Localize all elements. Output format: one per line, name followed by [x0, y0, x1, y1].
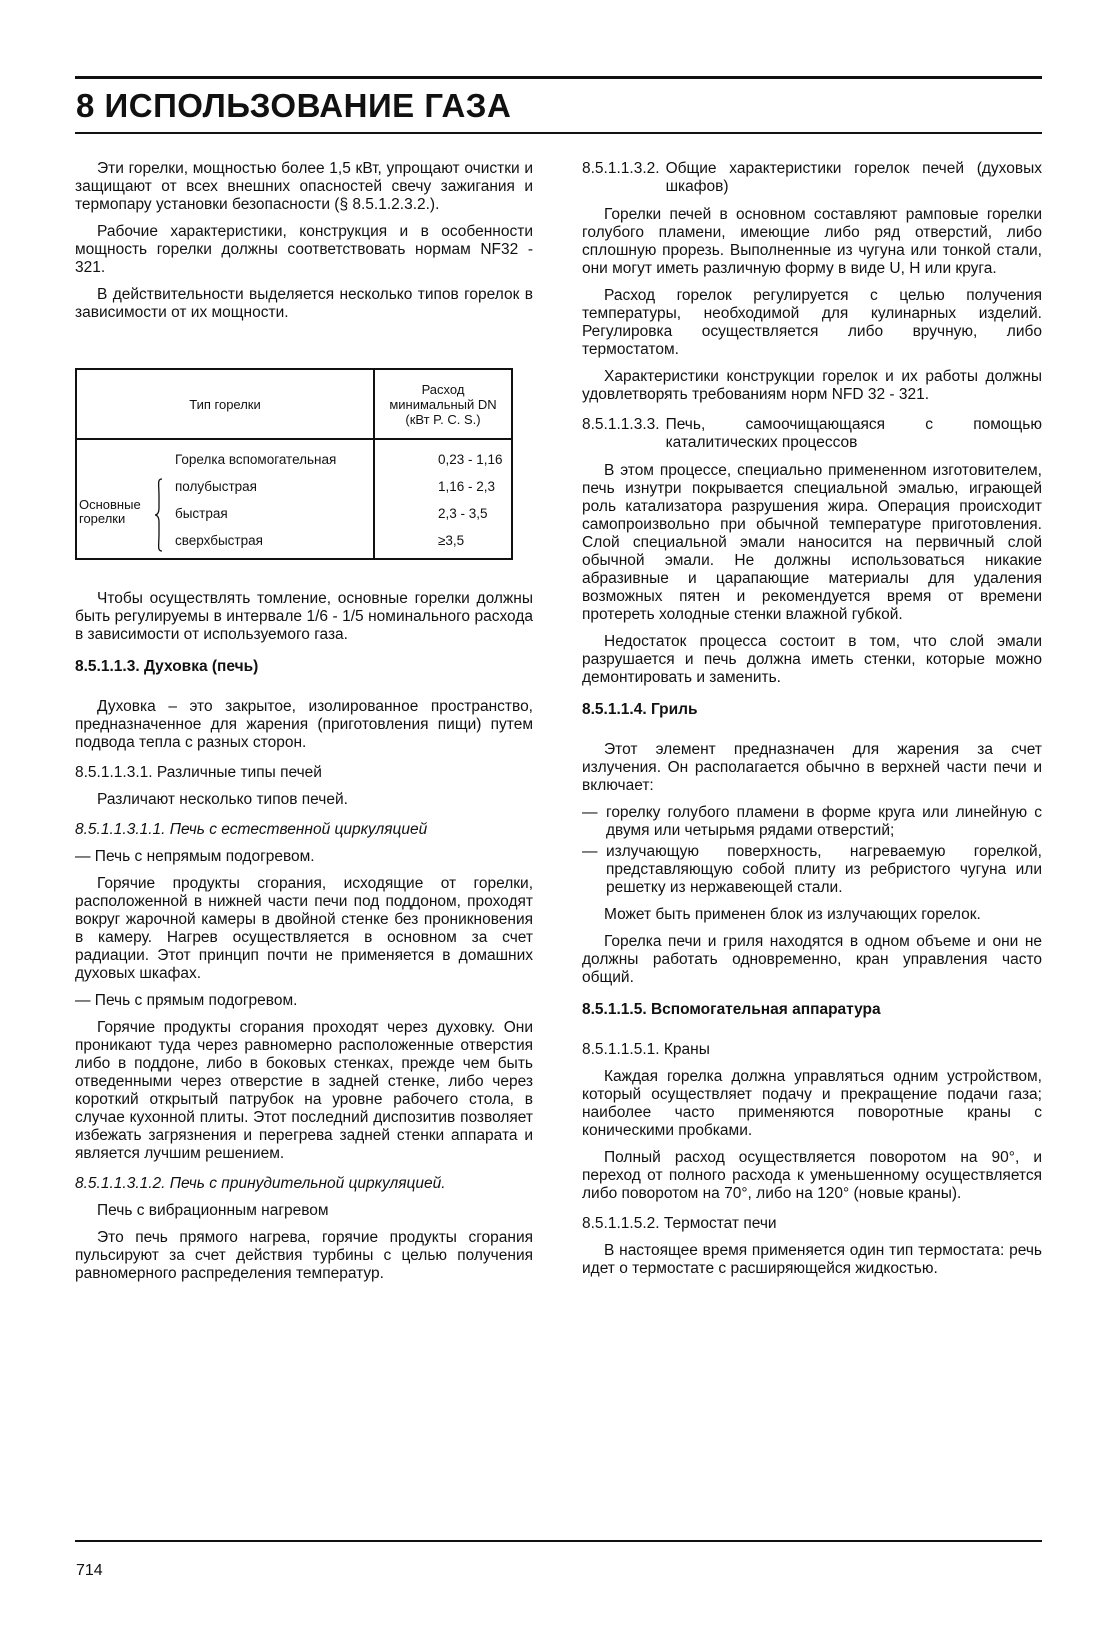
table-cell-type: полубыстрая: [175, 479, 257, 494]
table-type-cell: [77, 440, 373, 558]
paragraph: Это печь прямого нагрева, горячие продукты сгорания пульсируют за счет действия турбины с целью получения равномерного распределения температур.: [75, 1229, 533, 1282]
heading-text: Печь, самоочищающаяся с помощью каталитических процессов: [665, 416, 1042, 451]
top-rule: [75, 76, 1042, 79]
list-item-text: излучающую поверхность, нагреваемую горелкой, представляющую собой плиту из ребристого чугуна или решетку из нержавеющей стали.: [606, 843, 1042, 896]
paragraph: Характеристики конструкции горелок и их работы должны удовлетворять требованиям норм NFD 32 - 321.: [582, 368, 1042, 403]
burner-table: [75, 368, 513, 560]
paragraph: Полный расход осуществляется поворотом на 90°, и переход от полного расхода к уменьшенному осуществляется либо поворотом на 70°, либо на 120° (новые краны).: [582, 1149, 1042, 1202]
paragraph: Может быть применен блок из излучающих горелок.: [604, 906, 981, 923]
page-number: 714: [76, 1562, 103, 1579]
paragraph: В настоящее время применяется один тип термостата: речь идет о термостате с расширяющейся жидкостью.: [582, 1242, 1042, 1277]
list-item: [582, 843, 1042, 897]
table-cell-value: 0,23 - 1,16: [438, 452, 503, 467]
paragraph: Недостаток процесса состоит в том, что слой эмали разрушается и печь должна иметь стенки, которые можно демонтировать и заменить.: [582, 633, 1042, 686]
list-item: — Печь с непрямым подогревом.: [75, 848, 315, 865]
brace-icon: [155, 478, 163, 552]
paragraph: Горячие продукты сгорания, исходящие от горелки, расположенной в нижней части печи под поддоном, проходят вокруг жарочной камеры в двойной стенке без проникновения в камеру. Нагрев осуществляется в основном за счет радиации. Этот принцип почти не применяется в домашних духовых шкафах.: [75, 875, 533, 982]
paragraph: Эти горелки, мощностью более 1,5 кВт, упрощают очистки и защищают от всех внешних опасностей свечу зажигания и термопару установки безопасности (§ 8.5.1.2.3.2.).: [75, 160, 533, 213]
table-header-flow: [374, 369, 512, 439]
paragraph: Различают несколько типов печей.: [97, 791, 348, 808]
table-cell-value: 1,16 - 2,3: [438, 479, 496, 494]
paragraph: Печь с вибрационным нагревом: [97, 1202, 329, 1219]
heading-number: 8.5.1.1.3.3.: [582, 416, 660, 433]
right-column: [582, 160, 1042, 1287]
main-burners-line: Основные: [79, 497, 141, 512]
left-column: [75, 160, 533, 1292]
paragraph: Рабочие характеристики, конструкция и в особенности мощность горелки должны соответствовать нормам NF32 - 321.: [75, 223, 533, 276]
paragraph: В действительности выделяется несколько типов горелок в зависимости от их мощности.: [75, 286, 533, 321]
paragraph: В этом процессе, специально примененном изготовителем, печь изнутри покрывается специальной эмалью, играющей роль катализатора разрушения жира. Операция происходит самопроизвольно при обычной температуре приготовления. Слой специальной эмали наносится на первичный слой обычной эмали. Не должны использоваться никакие абразивные и царапающие материалы для удаления возможных пятен и рекомендуется время от времени протереть холодные стенки влажной губкой.: [582, 462, 1042, 623]
paragraph: Горячие продукты сгорания проходят через духовку. Они проникают туда через равномерно расположенные отверстия либо в поддоне, либо в боковых стенках, прежде чем быть отведенными через отверстие в задней стенке, либо через короткий открытый патрубок на уровне рабочего стола, в случае кухонной плиты. Этот последний диспозитив позволяет избежать загрязнения и перегрева задней стенки аппарата и является лучшим решением.: [75, 1019, 533, 1162]
subsection-heading: 8.5.1.1.5.1. Краны: [582, 1041, 710, 1058]
paragraph: Духовка – это закрытое, изолированное пространство, предназначенное для жарения (приготовления пищи) путем подвода тепла с разных сторон.: [75, 698, 533, 751]
subsection-heading: 8.5.1.1.3.1.1. Печь с естественной циркуляцией: [75, 821, 428, 838]
table-cell-value: 2,3 - 3,5: [438, 506, 488, 521]
table-header-type: Тип горелки: [76, 369, 374, 439]
section-heading: 8.5.1.1.4. Гриль: [582, 701, 698, 718]
table-body-row: [76, 439, 512, 559]
subsection-heading: 8.5.1.1.5.2. Термостат печи: [582, 1215, 777, 1232]
list-item: [582, 804, 1042, 840]
section-heading: 8.5.1.1.5. Вспомогательная аппаратура: [582, 1001, 881, 1018]
table-header-flow-line: (кВт P. C. S.): [405, 411, 481, 427]
table-cell-type: сверхбыстрая: [175, 533, 263, 548]
main-burners-line: горелки: [79, 511, 126, 526]
paragraph: Чтобы осуществлять томление, основные горелки должны быть регулируемы в интервале 1/6 - 1/5 номинального расхода в зависимости от используемого газа.: [75, 590, 533, 643]
dash-bullet: —: [582, 804, 598, 821]
paragraph: Этот элемент предназначен для жарения за счет излучения. Он располагается обычно в верхней части печи и включает:: [582, 741, 1042, 794]
table-cell-type: Горелка вспомогательная: [175, 452, 337, 467]
table-cell-type: быстрая: [175, 506, 228, 521]
list-item: — Печь с прямым подогревом.: [75, 992, 298, 1009]
paragraph: Расход горелок регулируется с целью получения температуры, необходимой для кулинарных изделий. Регулировка осуществляется либо вручную, либо термостатом.: [582, 287, 1042, 358]
title-rule: [75, 132, 1042, 134]
list-item-text: горелку голубого пламени в форме круга или линейную с двумя или четырьмя рядами отверстий;: [606, 804, 1042, 839]
chapter-title: 8 ИСПОЛЬЗОВАНИЕ ГАЗА: [76, 87, 512, 124]
heading-number: 8.5.1.1.3.2.: [582, 160, 660, 177]
subsection-heading: [582, 160, 1042, 196]
subsection-heading: 8.5.1.1.3.1.2. Печь с принудительной циркуляцией.: [75, 1175, 446, 1192]
paragraph: Каждая горелка должна управляться одним устройством, который осуществляет подачу и прекращение подачи газа; наиболее часто применяются поворотные краны с коническими пробками.: [582, 1068, 1042, 1139]
paragraph: Горелки печей в основном составляют рамповые горелки голубого пламени, имеющие либо ряд отверстий, либо сплошную прорезь. Выполненные из чугуна или тонкой стали, они могут иметь различную форму в виде U, H или круга.: [582, 206, 1042, 277]
dash-bullet: —: [582, 843, 598, 860]
paragraph: Горелка печи и гриля находятся в одном объеме и они не должны работать одновременно, кран управления часто общий.: [582, 933, 1042, 986]
heading-text: Общие характеристики горелок печей (духовых шкафов): [665, 160, 1042, 195]
subsection-heading: 8.5.1.1.3.1. Различные типы печей: [75, 764, 322, 781]
table-cell-value: ≥3,5: [438, 533, 465, 548]
section-heading: 8.5.1.1.3. Духовка (печь): [75, 658, 259, 675]
bottom-rule: [75, 1540, 1042, 1542]
table-header-flow-line: минимальный DN: [389, 396, 497, 412]
main-burners-label: [79, 498, 141, 526]
table-value-cell: [375, 440, 511, 558]
table-header-flow-line: Расход: [421, 381, 465, 397]
table-header-row: [76, 369, 512, 439]
subsection-heading: [582, 416, 1042, 452]
